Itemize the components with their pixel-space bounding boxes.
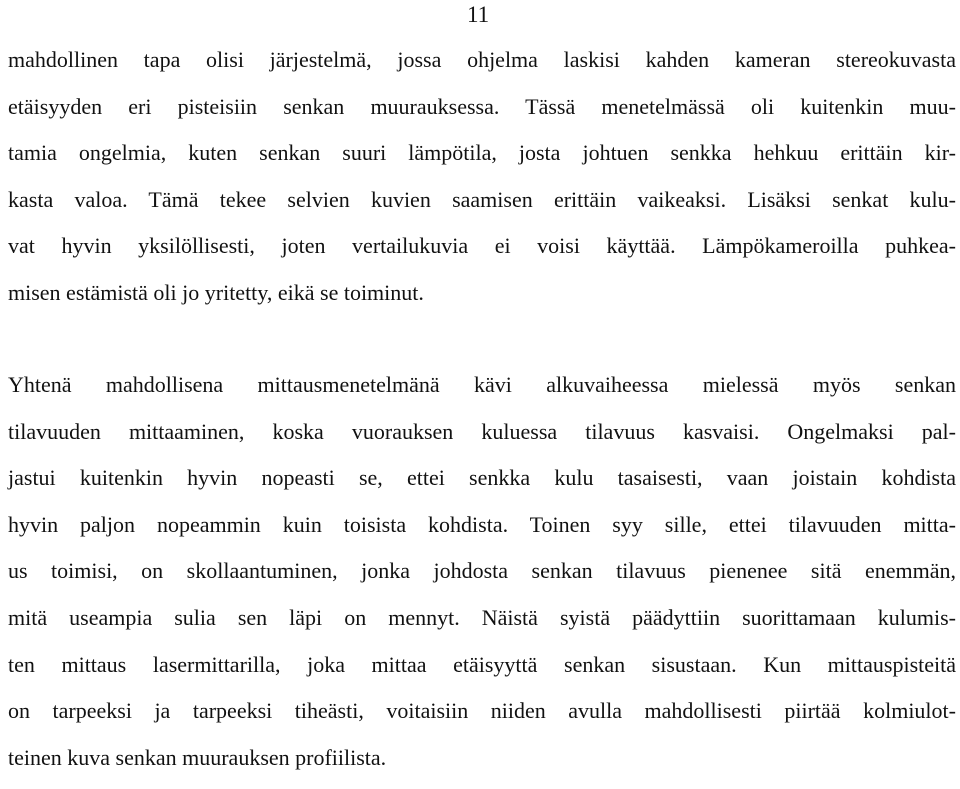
paragraph-2 [8, 370, 956, 789]
text-line: tilavuuden mittaaminen, koska vuorauksen kuluessa tilavuus kasvaisi. Ongelmaksi pal- [8, 418, 956, 444]
text-line: jastui kuitenkin hyvin nopeasti se, ettei senkka kulu tasaisesti, vaan joistain kohdista [8, 465, 956, 491]
text-line: hyvin paljon nopeammin kuin toisista kohdista. Toinen syy sille, ettei tilavuuden mitta- [8, 511, 956, 537]
text-line: mahdollinen tapa olisi järjestelmä, jossa ohjelma laskisi kahden kameran stereokuvasta [8, 47, 956, 72]
text-line: us toimisi, on skollaantuminen, jonka johdosta senkan tilavuus pienenee sitä enemmän, [8, 558, 956, 584]
text-line: mitä useampia sulia sen läpi on mennyt. Näistä syistä päädyttiin suorittamaan kulumis- [8, 604, 956, 630]
text-line: vat hyvin yksilöllisesti, joten vertailukuvia ei voisi käyttää. Lämpökameroilla puhkea- [8, 233, 956, 259]
page-number: 11 [467, 2, 490, 27]
text-line: teinen kuva senkan muurauksen profiilista. [8, 744, 387, 770]
paragraph-1 [8, 45, 956, 325]
text-line: misen estämistä oli jo yritetty, eikä se toiminut. [8, 279, 424, 305]
text-line: ten mittaus lasermittarilla, joka mittaa etäisyyttä senkan sisustaan. Kun mittauspisteitä [8, 651, 956, 677]
text-line: on tarpeeksi ja tarpeeksi tiheästi, voitaisiin niiden avulla mahdollisesti piirtää kolmiulot- [8, 698, 956, 724]
text-line: tamia ongelmia, kuten senkan suuri lämpötila, josta johtuen senkka hehkuu erittäin kir- [8, 140, 956, 166]
text-line: Yhtenä mahdollisena mittausmenetelmänä kävi alkuvaiheessa mielessä myös senkan [8, 372, 956, 397]
text-line: etäisyyden eri pisteisiin senkan muurauksessa. Tässä menetelmässä oli kuitenkin muu- [8, 93, 956, 119]
text-line: kasta valoa. Tämä tekee selvien kuvien saamisen erittäin vaikeaksi. Lisäksi senkat kulu- [8, 186, 956, 212]
